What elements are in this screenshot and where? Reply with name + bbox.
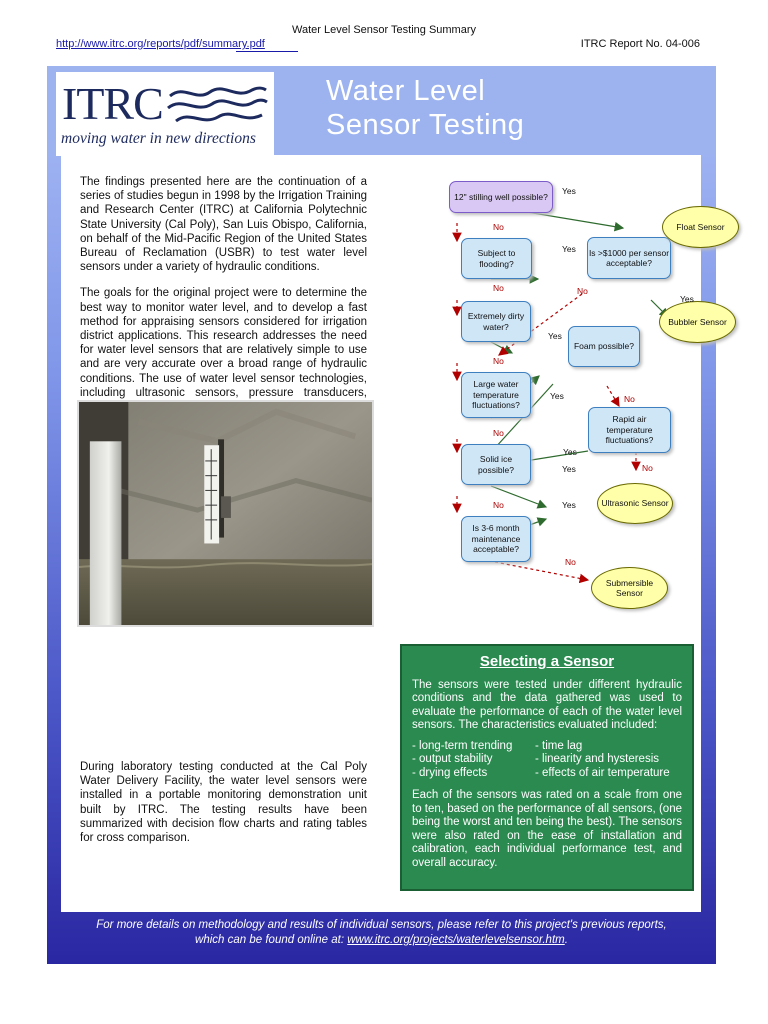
list-item: - long-term trending	[412, 739, 513, 752]
label-yes-ice: Yes	[562, 464, 576, 474]
label-yes-airtemp: Yes	[563, 447, 577, 457]
list-item: - effects of air temperature	[535, 766, 670, 779]
node-dirty-water: Extremely dirty water?	[461, 301, 531, 342]
label-yes-watertemp: Yes	[550, 391, 564, 401]
characteristics-list	[412, 740, 682, 781]
report-number: ITRC Report No. 04-006	[580, 38, 700, 50]
label-no-cost: No	[577, 286, 588, 296]
node-cost: Is >$1000 per sensor acceptable?	[587, 237, 671, 279]
result-float-sensor: Float Sensor	[662, 206, 739, 248]
label-no-dirty: No	[493, 356, 504, 366]
node-stilling-well: 12" stilling well possible?	[449, 181, 553, 213]
list-item: - output stability	[412, 753, 493, 765]
label-no-foam: No	[624, 394, 635, 404]
label-yes-well: Yes	[562, 186, 576, 196]
page-header	[0, 0, 768, 60]
label-no-watertemp: No	[493, 428, 504, 438]
label-yes-cost: Yes	[680, 294, 694, 304]
label-no-maintenance: No	[565, 557, 576, 567]
footer-suffix: .	[564, 934, 568, 946]
label-yes-flooding: Yes	[562, 244, 576, 254]
title-line-2: Sensor Testing	[326, 109, 525, 141]
logo-tagline: moving water in new directions	[61, 130, 256, 147]
result-bubbler-sensor: Bubbler Sensor	[659, 301, 736, 343]
logo-name: ITRC	[62, 78, 163, 129]
project-link[interactable]: www.itrc.org/projects/waterlevelsensor.htm	[347, 934, 565, 946]
node-maintenance: Is 3-6 month maintenance acceptable?	[461, 516, 531, 562]
sensor-installation-photo	[77, 400, 374, 627]
result-ultrasonic-sensor: Ultrasonic Sensor	[597, 483, 673, 524]
node-air-temp: Rapid air temperature fluctuations?	[588, 407, 671, 453]
node-solid-ice: Solid ice possible?	[461, 444, 531, 485]
title-band	[47, 66, 716, 154]
title-line-1: Water Level	[326, 75, 486, 107]
document-title: Water Level Sensor Testing Summary	[291, 24, 477, 36]
arrow-foam-no	[607, 386, 619, 406]
footer-note	[47, 918, 716, 948]
label-no-well: No	[493, 222, 504, 232]
list-item: - drying effects	[412, 766, 488, 779]
intro-paragraph-2: The goals for the original project were to determine the best way to monitor water level, and to develop a fast method for appraising sensors considered for irrigation district applications. This research addresses the need for water level sensors that are relatively simple to use and are very accurate over a broad range of hydraulic conditions. The use of water level sensor technologies, including ultrasonic sensors, pressure transducers,	[80, 287, 367, 399]
lab-testing-text: During laboratory testing conducted at the Cal Poly Water Delivery Facility, the water level sensors were installed in a portable monitoring demonstration unit built by ITRC. The testing results have been summarized with decision flow charts and rating tables for cross comparison.	[80, 761, 367, 845]
page-title	[326, 74, 524, 142]
intro-paragraph-1: The findings presented here are the continuation of a series of studies begun in 1998 by the Irrigation Training and Research Center (ITRC) at California Polytechnic State University (Cal Poly), San Luis Obispo, California, on behalf of the Mid-Pacific Region of the United States Bureau of Reclamation (USBR) to test water level sensors under a variety of hydraulic conditions.	[80, 176, 367, 274]
summary-frame	[47, 66, 727, 964]
selecting-paragraph-2: Each of the sensors was rated on a scale from one to ten, based on the performance of all sensors, (one being the worst and ten being the best). The sensors were also rated on the ease of installation and calibration, each individual performance test, and overall accuracy.	[412, 789, 682, 869]
selecting-sensor-panel	[400, 644, 694, 891]
footer-line-2	[47, 933, 716, 948]
footer-line-1: For more details on methodology and results of individual sensors, please refer to this project's previous reports,	[96, 919, 667, 931]
water-waves-icon	[166, 82, 268, 128]
label-no-ice: No	[493, 500, 504, 510]
footer-prefix: which can be found online at:	[195, 934, 348, 946]
node-foam: Foam possible?	[568, 326, 640, 367]
label-no-flooding: No	[493, 283, 504, 293]
selecting-title: Selecting a Sensor	[479, 653, 615, 670]
label-no-airtemp: No	[642, 463, 653, 473]
sensor-flowchart	[375, 176, 727, 636]
label-yes-dirty: Yes	[548, 331, 562, 341]
content-area	[61, 155, 727, 912]
node-flooding: Subject to flooding?	[461, 238, 532, 279]
label-yes-maintenance: Yes	[562, 500, 576, 510]
list-item: - time lag	[535, 739, 583, 752]
itrc-logo	[56, 72, 274, 156]
node-water-temp: Large water temperature fluctuations?	[461, 372, 531, 418]
url-underline	[236, 51, 298, 52]
result-submersible-sensor: Submersible Sensor	[591, 567, 668, 609]
selecting-paragraph-1: The sensors were tested under different hydraulic conditions and the data gathered was used to evaluate the performance of each of the water level sensors. The characteristics evaluated included:	[412, 678, 682, 731]
source-url-link[interactable]: http://www.itrc.org/reports/pdf/summary.pdf	[56, 38, 265, 50]
list-item: - linearity and hysteresis	[535, 753, 659, 765]
